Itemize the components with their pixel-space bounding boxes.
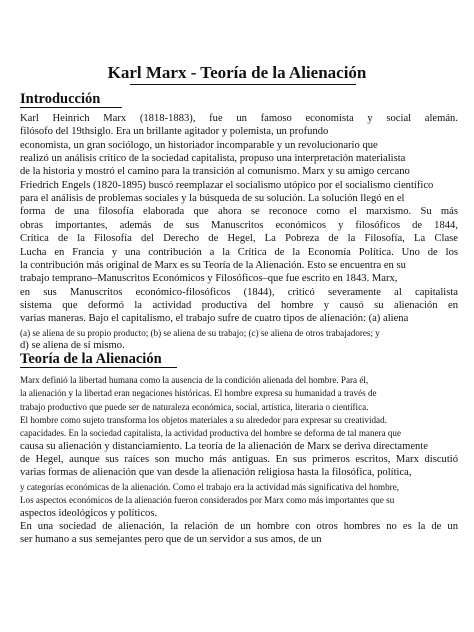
- text-line: ser humano a sus semejantes pero que de un servidor a sus amos, de un: [20, 534, 322, 546]
- document-title: Karl Marx - Teoría de la Alienación: [107, 63, 367, 82]
- section-heading-teoria: Teoría de la Alienación: [20, 351, 162, 367]
- text-line: Crítica de la Filosofía del Derecho de Hegel, La Pobreza de la Filosofía, La Clase: [20, 233, 458, 245]
- text-line: trabajo temprano–Manuscritos Económicos y Filosóficos–que fue escrito en 1843. Marx,: [20, 273, 398, 285]
- text-line: aspectos ideológicos y políticos.: [20, 507, 158, 519]
- text-line: la contribución más original de Marx es su Teoría de la Alienación. Esto se encuentra en su: [20, 259, 406, 271]
- heading-underline: [20, 367, 177, 368]
- text-line: para el análisis de problemas sociales y la búsqueda de su solución. La solución llegó en el: [20, 193, 405, 205]
- text-line: varias formas de alienación que van desde la alienación religiosa hasta la filosófica, política,: [20, 467, 412, 479]
- text-line: causa su alienación y distanciamiento. La teoría de la alienación de Marx se deriva directamente: [20, 440, 428, 452]
- text-line: filósofo del 19thsiglo. Era un brillante agitador y polemista, un profundo: [20, 126, 329, 138]
- text-line: Lucha en Francia y una contribución a la Crítica de la Economía Política. Uno de los: [20, 246, 458, 258]
- heading-underline: [20, 107, 122, 108]
- text-line: sistema que deformó la actividad productiva del hombre y causó su alienación en: [20, 299, 458, 311]
- text-line: capacidades. En la sociedad capitalista, la actividad productiva del hombre se deforma de tal manera que: [20, 428, 402, 439]
- text-line: Los aspectos económicos de la alienación fueron considerados por Marx como más importantes que su: [20, 495, 395, 506]
- text-line: varias maneras. Bajo el capitalismo, el trabajo sufre de cuatro tipos de alienación: (a) aliena: [20, 313, 409, 325]
- text-line: Friedrich Engels (1820-1895) buscó reemplazar el socialismo utópico por el socialismo científico: [20, 179, 434, 191]
- section-heading-introduccion: Introducción: [20, 91, 101, 107]
- text-line: forma de una filosofía elaborada que ahora se reconoce como el marxismo. Su más: [20, 206, 458, 218]
- text-line: en sus Manuscritos económico-filosóficos (1844), criticó severamente al capitalista: [20, 286, 458, 298]
- text-line: obras importantes, además de sus Manuscritos económicos y filosóficos de 1844,: [20, 219, 458, 231]
- text-line: de Hegel, aunque sus raíces son mucho más antiguas. En sus primeros escritos, Marx discutió: [20, 454, 458, 466]
- text-line: la alienación y la libertad eran negaciones históricas. El hombre expresa su humanidad a través de: [20, 388, 377, 399]
- text-line: y categorías económicas de la alienación. Como el trabajo era la actividad más significativa del hombre,: [20, 481, 400, 492]
- text-line: economista, un gran sociólogo, un historiador incomparable y un revolucionario que: [20, 139, 378, 151]
- text-line: (a) se aliena de su propio producto; (b) se aliena de su trabajo; (c) se aliena de otros trabajadores; y: [20, 327, 380, 338]
- text-line: Karl Heinrich Marx (1818-1883), fue un famoso economista y social alemán.: [20, 113, 458, 124]
- text-line: trabajo productivo que puede ser de naturaleza económica, social, artística, literaria o científica.: [20, 401, 369, 412]
- text-line: Marx definió la libertad humana como la ausencia de la condición alienada del hombre. Para él,: [20, 375, 369, 385]
- text-line: d) se aliena de sí mismo.: [20, 339, 125, 351]
- text-line: de la historia y mostró el camino para la transición al comunismo. Marx y su amigo cercano: [20, 166, 410, 178]
- text-line: En una sociedad de alienación, la relación de un hombre con otros hombres no es la de un: [20, 520, 458, 532]
- text-line: El hombre como sujeto transforma los objetos materiales a su alrededor para expresar su creatividad.: [20, 415, 387, 426]
- text-line: realizó un análisis crítico de la sociedad capitalista, propuso una interpretación materialista: [20, 153, 406, 165]
- title-underline: [130, 84, 356, 85]
